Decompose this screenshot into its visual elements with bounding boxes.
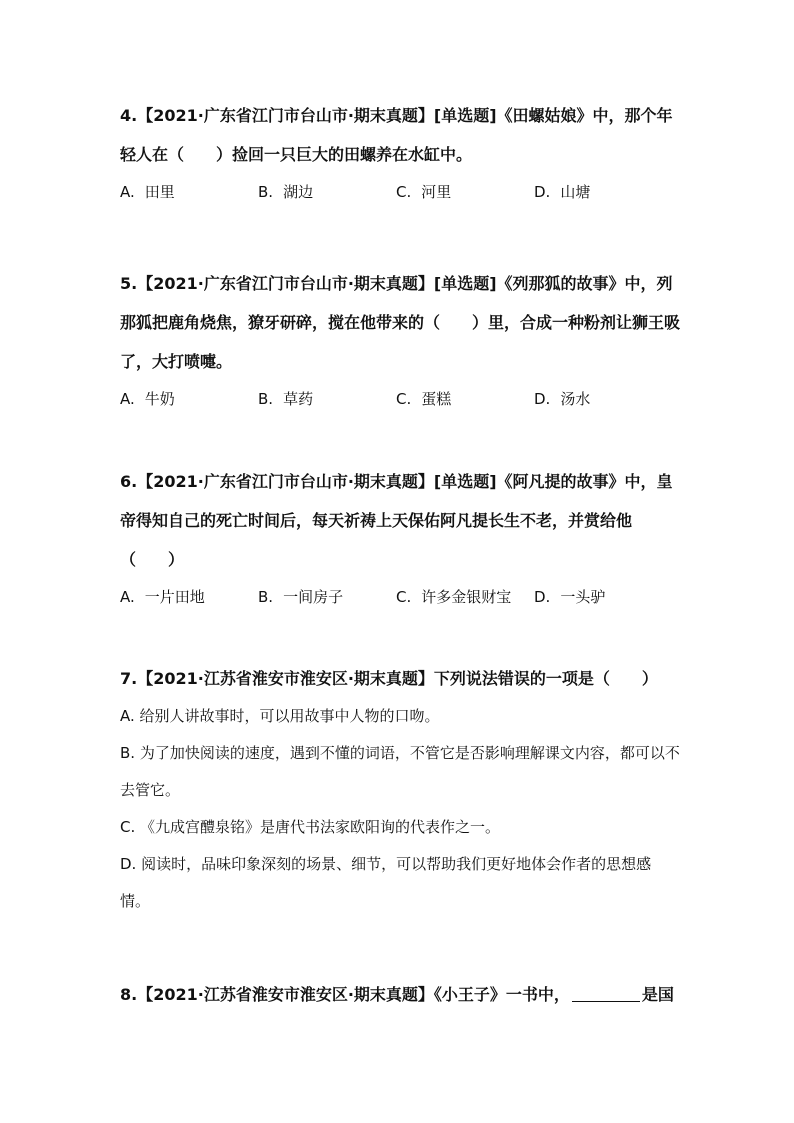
option-b[interactable]: B. 湖边 — [258, 182, 314, 201]
option-b[interactable]: B. 为了加快阅读的速度，遇到不懂的词语，不管它是否影响理解课文内容，都可以不去管它。 — [120, 744, 680, 799]
options-row — [120, 386, 680, 410]
option-c[interactable]: C. 许多金银财宝 — [396, 587, 512, 606]
question-6 — [120, 462, 680, 608]
options-row — [120, 584, 680, 608]
option-a[interactable]: A. 牛奶 — [120, 389, 175, 408]
option-c[interactable]: C. 河里 — [396, 182, 452, 201]
option-b[interactable]: B. 一间房子 — [258, 587, 344, 606]
option-d[interactable]: D. 阅读时，品味印象深刻的场景、细节，可以帮助我们更好地体会作者的思想感情。 — [120, 855, 652, 910]
question-7 — [120, 659, 680, 920]
question-stem: 8.【2021·江苏省淮安市淮安区·期末真题】《小王子》一书中， 是国 — [120, 985, 674, 1004]
answer-blank[interactable] — [572, 985, 640, 1002]
option-c[interactable]: C. 蛋糕 — [396, 389, 452, 408]
question-stem: 5.【2021·广东省江门市台山市·期末真题】[单选题]《列那狐的故事》中，列那狐把鹿角烧焦，獠牙研碎，搅在他带来的（ ）里，合成一种粉剂让狮王吸了，大打喷嚏。 — [120, 274, 681, 371]
question-stem: 4.【2021·广东省江门市台山市·期末真题】[单选题]《田螺姑娘》中，那个年轻人在（ ）捡回一只巨大的田螺养在水缸中。 — [120, 106, 673, 164]
question-stem: 7.【2021·江苏省淮安市淮安区·期末真题】下列说法错误的一项是（ ） — [120, 669, 658, 688]
options-row — [120, 179, 680, 203]
question-4 — [120, 96, 680, 203]
option-d[interactable]: D. 山塘 — [534, 182, 591, 201]
question-stem-answer-paren: （ ） — [120, 550, 185, 569]
option-a[interactable]: A. 田里 — [120, 182, 175, 201]
option-b[interactable]: B. 草药 — [258, 389, 314, 408]
option-a[interactable]: A. 一片田地 — [120, 587, 205, 606]
option-c[interactable]: C. 《九成宫醴泉铭》是唐代书法家欧阳询的代表作之一。 — [120, 818, 501, 836]
option-d[interactable]: D. 汤水 — [534, 389, 591, 408]
question-stem: 6.【2021·广东省江门市台山市·期末真题】[单选题]《阿凡提的故事》中，皇帝得知自己的死亡时间后，每天祈祷上天保佑阿凡提长生不老，并赏给他 — [120, 472, 673, 530]
question-8 — [120, 975, 680, 1014]
question-5 — [120, 264, 680, 410]
option-d[interactable]: D. 一头驴 — [534, 587, 606, 606]
option-a[interactable]: A. 给别人讲故事时，可以用故事中人物的口吻。 — [120, 707, 440, 725]
